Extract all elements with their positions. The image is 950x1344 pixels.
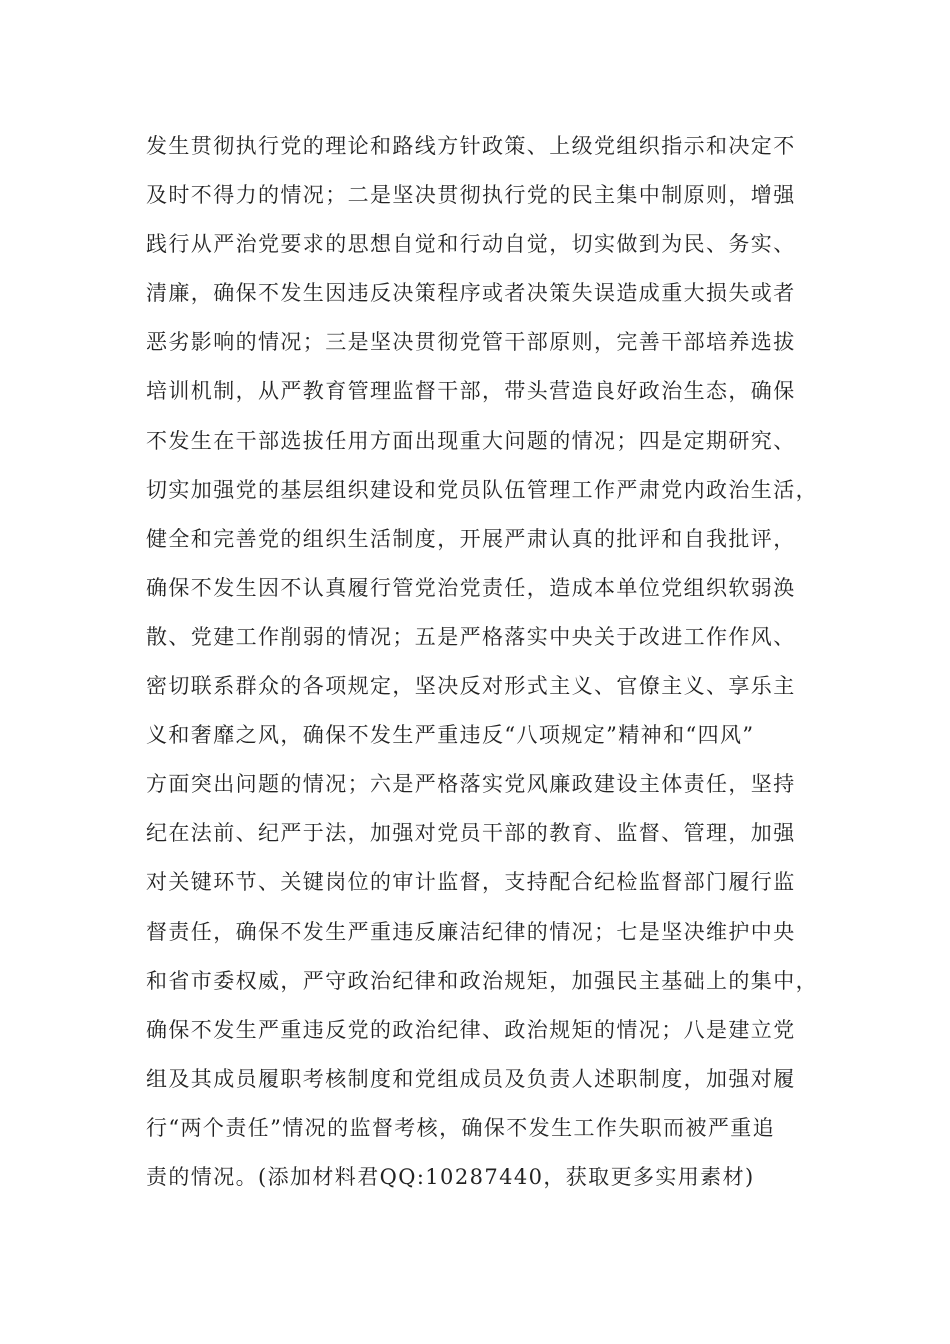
text-line: 义和奢靡之风，确保不发生严重违反“八项规定”精神和“四风” <box>146 723 755 748</box>
text-line: 纪在法前、纪严于法，加强对党员干部的教育、监督、管理，加强 <box>146 821 796 846</box>
text-line: 恶劣影响的情况；三是坚决贯彻党管干部原则，完善干部培养选拔 <box>146 330 796 355</box>
text-line: 健全和完善党的组织生活制度，开展严肃认真的批评和自我批评， <box>146 526 796 551</box>
text-line: 清廉，确保不发生因违反决策程序或者决策失误造成重大损失或者 <box>146 281 796 306</box>
text-line: 督责任，确保不发生严重违反廉洁纪律的情况；七是坚决维护中央 <box>146 919 796 944</box>
text-line: 对关键环节、关键岗位的审计监督，支持配合纪检监督部门履行监 <box>146 870 796 895</box>
text-line: 切实加强党的基层组织建设和党员队伍管理工作严肃党内政治生活， <box>146 477 818 502</box>
text-line: 不发生在干部选拔任用方面出现重大问题的情况；四是定期研究、 <box>146 428 796 453</box>
text-line: 组及其成员履职考核制度和党组成员及负责人述职制度，加强对履 <box>146 1066 796 1091</box>
text-line: 和省市委权威，严守政治纪律和政治规矩，加强民主基础上的集中， <box>146 968 818 993</box>
text-line: 方面突出问题的情况；六是严格落实党风廉政建设主体责任，坚持 <box>146 772 796 797</box>
text-line: 培训机制，从严教育管理监督干部，带头营造良好政治生态，确保 <box>146 379 796 404</box>
text-line: 践行从严治党要求的思想自觉和行动自觉，切实做到为民、务实、 <box>146 232 796 257</box>
text-line: 散、党建工作削弱的情况；五是严格落实中央关于改进工作作风、 <box>146 624 796 649</box>
text-line: 行“两个责任”情况的监督考核，确保不发生工作失职而被严重追 <box>146 1115 776 1140</box>
text-line: 及时不得力的情况；二是坚决贯彻执行党的民主集中制原则，增强 <box>146 183 796 208</box>
text-line: 发生贯彻执行党的理论和路线方针政策、上级党组织指示和决定不 <box>146 134 796 158</box>
text-line: 密切联系群众的各项规定，坚决反对形式主义、官僚主义、享乐主 <box>146 674 796 699</box>
text-line: 确保不发生因不认真履行管党治党责任，造成本单位党组织软弱涣 <box>146 575 796 600</box>
text-line: 确保不发生严重违反党的政治纪律、政治规矩的情况；八是建立党 <box>146 1017 796 1042</box>
body-paragraph <box>146 122 836 1202</box>
text-line: 责的情况。(添加材料君QQ:10287440，获取更多实用素材) <box>146 1164 755 1189</box>
